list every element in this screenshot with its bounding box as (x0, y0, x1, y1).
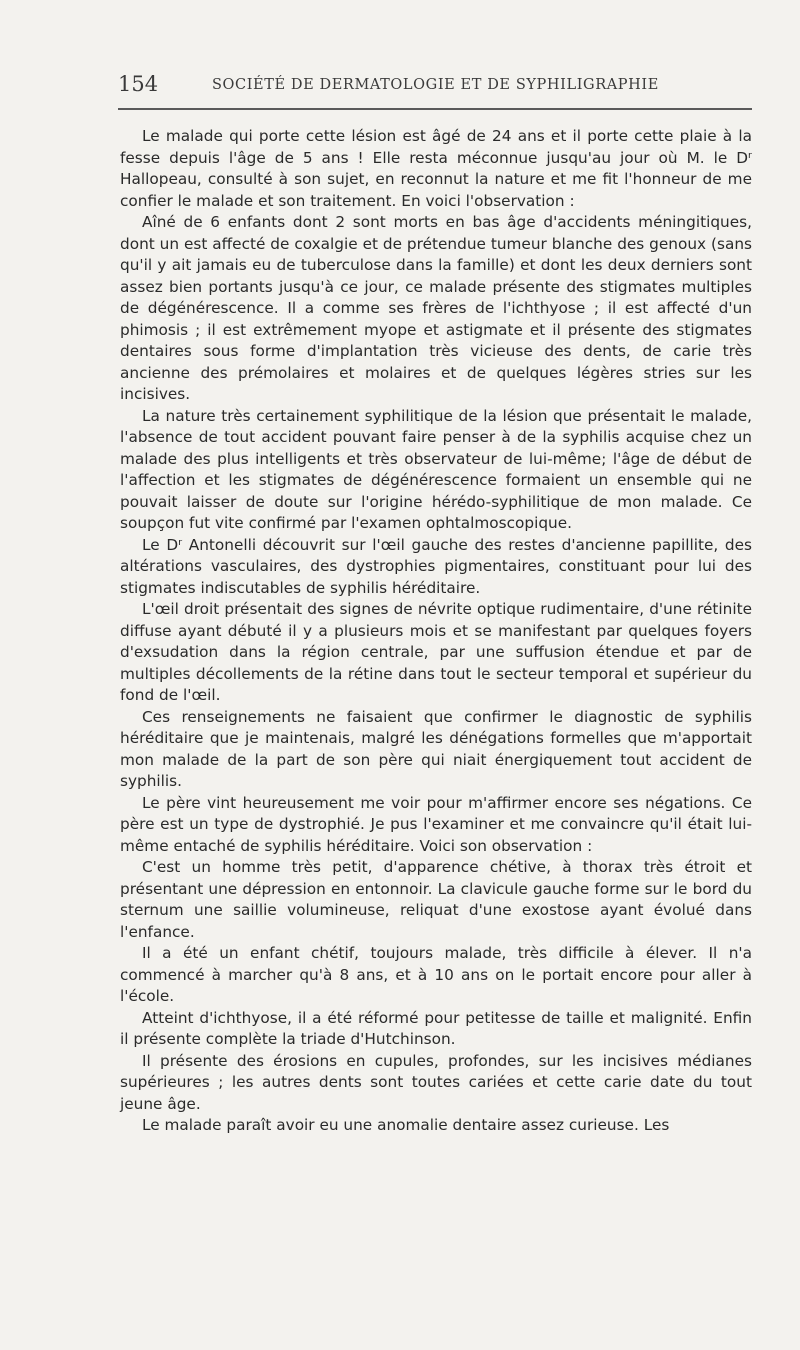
paragraph: Atteint d'ichthyose, il a été réformé pour petitesse de taille et malignité. Enfin il présente complète la triade d'Hutchinson. (120, 1008, 752, 1048)
paragraph: Le père vint heureusement me voir pour m'affirmer encore ses négations. Ce père est un type de dystrophié. Je pus l'examiner et me convaincre qu'il était lui-même entaché de syphilis héréditaire. Voici son observation : (120, 793, 752, 855)
paragraph: Le malade qui porte cette lésion est âgé de 24 ans et il porte cette plaie à la fesse depuis l'âge de 5 ans ! Elle resta méconnue jusqu'au jour où M. le Dʳ Hallopeau, consulté à son sujet, en reconnut la nature et me fit l'honneur de me confier le malade et son traitement. En voici l'observation : (120, 127, 752, 210)
paragraph: La nature très certainement syphilitique de la lésion que présentait le malade, l'absence de tout accident pouvant faire penser à de la syphilis acquise chez un malade des plus intelligents et très observateur de lui-même; l'âge de début de l'affection et les stigmates de dégénérescence formaient un ensemble qui ne pouvait laisser de doute sur l'origine hérédo-syphilitique de mon malade. Ce soupçon fut vite confirmé par l'examen ophtalmoscopique. (120, 406, 752, 532)
page-number: 154 (118, 72, 159, 96)
paragraph: Il a été un enfant chétif, toujours malade, très difficile à élever. Il n'a commencé à marcher qu'à 8 ans, et à 10 ans on le portait encore pour aller à l'école. (120, 944, 752, 1005)
paragraph: Il présente des érosions en cupules, profondes, sur les incisives médianes supérieures ; les autres dents sont toutes cariées et cette carie date du tout jeune âge. (120, 1051, 752, 1113)
paragraph: Aîné de 6 enfants dont 2 sont morts en bas âge d'accidents méningitiques, dont un est affecté de coxalgie et de prétendue tumeur blanche des genoux (sans qu'il y ait jamais eu de tuberculose dans la famille) et dont les deux derniers sont assez bien portants jusqu'à ce jour, ce malade présente des stigmates multiples de dégénérescence. Il a comme ses frères de l'ichthyose ; il est affecté d'un phimosis ; il est extrêmement myope et astigmate et il présente des stigmates dentaires sous forme d'implantation très vicieuse des dents, de carie très ancienne des prémolaires et molaires et de quelques légères stries sur les incisives. (120, 213, 752, 403)
paragraph: L'œil droit présentait des signes de névrite optique rudimentaire, d'une rétinite diffuse ayant débuté il y a plusieurs mois et se manifestant par quelques foyers d'exsudation dans la région centrale, par une suffusion étendue et par de multiples décollements de la rétine dans tout le secteur temporal et supérieur du fond de l'œil. (120, 600, 752, 704)
paragraph: C'est un homme très petit, d'apparence chétive, à thorax très étroit et présentant une dépression en entonnoir. La clavicule gauche forme sur le bord du sternum une saillie volumineuse, reliquat d'une exostose ayant évolué dans l'enfance. (120, 858, 752, 941)
running-header (118, 72, 752, 96)
header-rule (118, 108, 752, 110)
running-title: SOCIÉTÉ DE DERMATOLOGIE ET DE SYPHILIGRAPHIE (212, 77, 659, 93)
paragraph: Le Dʳ Antonelli découvrit sur l'œil gauche des restes d'ancienne papillite, des altérations vasculaires, des dystrophies pigmentaires, constituant pour lui des stigmates indiscutables de syphilis héréditaire. (120, 535, 752, 597)
paragraph: Ces renseignements ne faisaient que confirmer le diagnostic de syphilis héréditaire que je maintenais, malgré les dénégations formelles que m'apportait mon malade de la part de son père qui niait énergiquement tout accident de syphilis. (120, 707, 752, 790)
body-text (120, 126, 752, 1137)
paragraph: Le malade paraît avoir eu une anomalie dentaire assez curieuse. Les (142, 1116, 670, 1134)
